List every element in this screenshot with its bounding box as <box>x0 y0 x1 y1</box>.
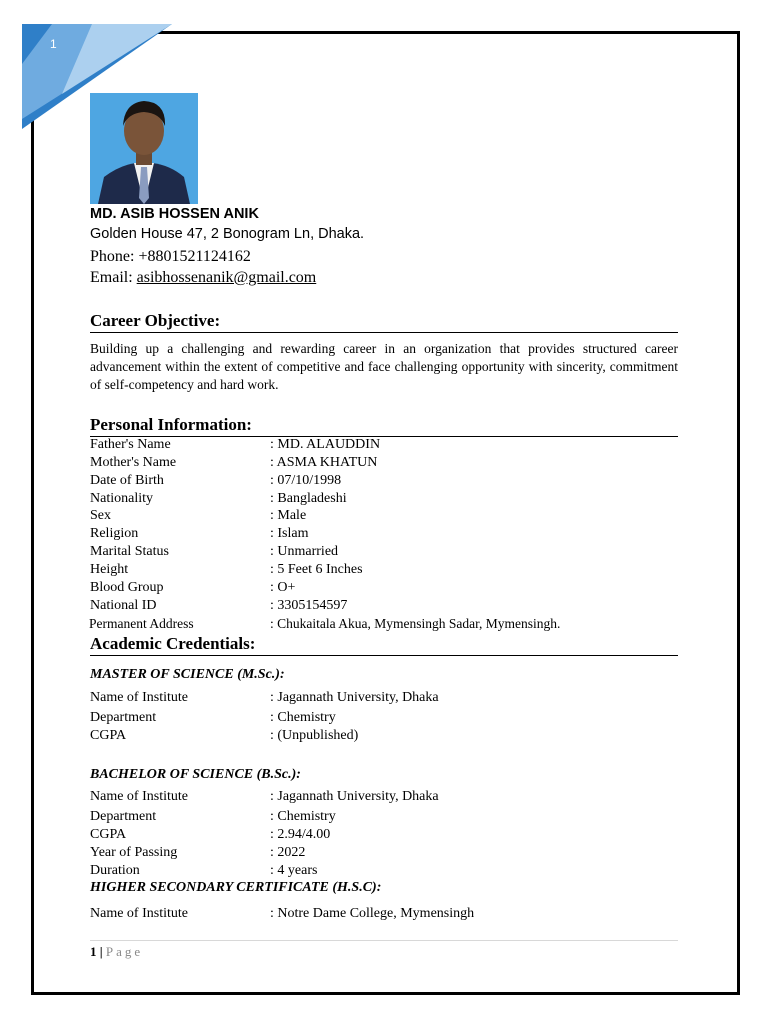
email-prefix: Email: <box>90 269 137 286</box>
footer-separator: | <box>96 944 106 959</box>
bsc-row <box>90 826 680 844</box>
row-key: Department <box>90 710 157 725</box>
personal-row <box>90 597 680 615</box>
candidate-email <box>90 269 316 287</box>
row-value: : Islam <box>270 526 309 541</box>
personal-row <box>90 472 680 490</box>
row-value: : Bangladeshi <box>270 491 347 506</box>
row-key: Date of Birth <box>90 473 164 488</box>
msc-row <box>90 709 680 727</box>
personal-row <box>90 454 680 472</box>
bsc-row <box>90 844 680 862</box>
row-value: : ASMA KHATUN <box>270 455 378 470</box>
row-key: Nationality <box>90 491 153 506</box>
row-key: Name of Institute <box>90 690 188 705</box>
bsc-title: BACHELOR OF SCIENCE (B.Sc.): <box>90 767 301 782</box>
row-value: : 2022 <box>270 845 306 860</box>
row-value: : 3305154597 <box>270 598 348 613</box>
row-key: CGPA <box>90 728 127 743</box>
personal-row <box>90 543 680 561</box>
footer-page-label: Page <box>105 944 144 959</box>
row-value: : Jagannath University, Dhaka <box>270 690 439 705</box>
row-value: : Chemistry <box>270 809 336 824</box>
hsc-title: HIGHER SECONDARY CERTIFICATE (H.S.C): <box>90 880 382 895</box>
row-key: Name of Institute <box>90 789 188 804</box>
bsc-row <box>90 862 680 880</box>
career-objective-text: Building up a challenging and rewarding career in an organization that provides structured career advancement within the extent of competitive and face challenging opportunity with sincerity, commitment of self-competency and hard work. <box>90 341 678 392</box>
row-key: Permanent Address <box>89 616 194 631</box>
row-value: : Chemistry <box>270 710 336 725</box>
row-key: Father's Name <box>90 437 171 452</box>
row-key: Department <box>90 809 157 824</box>
personal-row <box>90 525 680 543</box>
msc-title: MASTER OF SCIENCE (M.Sc.): <box>90 667 285 682</box>
personal-row <box>90 579 680 597</box>
footer-page-number: 1 <box>90 944 97 959</box>
row-key: Height <box>90 562 129 577</box>
career-objective-heading: Career Objective: <box>90 311 678 333</box>
row-value: : Notre Dame College, Mymensingh <box>270 906 475 921</box>
bsc-row <box>90 788 680 806</box>
msc-row <box>90 727 680 745</box>
row-key: CGPA <box>90 827 127 842</box>
footer-divider <box>90 940 678 941</box>
personal-row <box>89 615 679 633</box>
profile-photo <box>90 93 198 204</box>
row-key: Mother's Name <box>90 455 177 470</box>
personal-row <box>90 561 680 579</box>
academic-heading: Academic Credentials: <box>90 634 678 656</box>
row-key: National ID <box>90 598 157 613</box>
page-footer <box>90 944 143 960</box>
row-value: : Chukaitala Akua, Mymensingh Sadar, Mymensingh. <box>270 616 561 631</box>
hsc-row <box>90 905 680 923</box>
candidate-phone: Phone: +8801521124162 <box>90 248 251 265</box>
row-value: : 4 years <box>270 863 318 878</box>
row-value: : (Unpublished) <box>270 728 359 743</box>
candidate-name: MD. ASIB HOSSEN ANIK <box>90 206 259 222</box>
email-link[interactable]: asibhossenanik@gmail.com <box>136 269 317 286</box>
candidate-address: Golden House 47, 2 Bonogram Ln, Dhaka. <box>90 226 365 242</box>
personal-row <box>90 436 680 454</box>
row-value: : O+ <box>270 580 296 595</box>
msc-row <box>90 689 680 707</box>
row-key: Name of Institute <box>90 906 188 921</box>
corner-page-number: 1 <box>50 37 57 51</box>
row-key: Religion <box>90 526 139 541</box>
row-key: Duration <box>90 863 140 878</box>
row-value: : MD. ALAUDDIN <box>270 437 381 452</box>
row-key: Blood Group <box>90 580 164 595</box>
row-value: : 2.94/4.00 <box>270 827 331 842</box>
row-value: : 5 Feet 6 Inches <box>270 562 363 577</box>
personal-info-heading: Personal Information: <box>90 415 678 437</box>
row-value: : Unmarried <box>270 544 339 559</box>
personal-row <box>90 507 680 525</box>
row-key: Sex <box>90 508 111 523</box>
row-value: : Male <box>270 508 307 523</box>
bsc-row <box>90 808 680 826</box>
row-value: : Jagannath University, Dhaka <box>270 789 439 804</box>
row-value: : 07/10/1998 <box>270 473 342 488</box>
row-key: Year of Passing <box>90 845 178 860</box>
personal-row <box>90 490 680 508</box>
row-key: Marital Status <box>90 544 169 559</box>
